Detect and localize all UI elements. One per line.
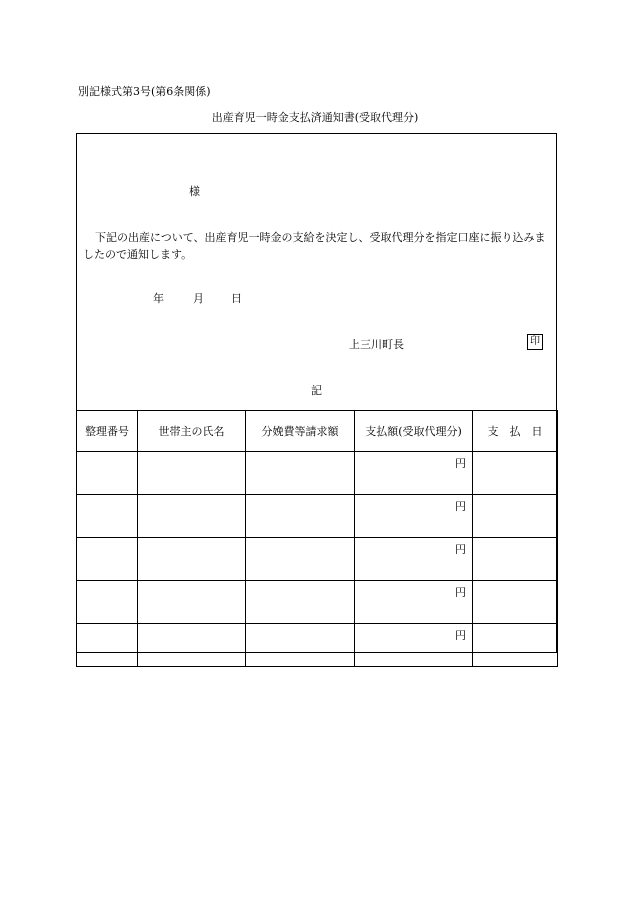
form-reference: 別記様式第3号(第6条関係) <box>78 85 211 98</box>
cell-paid-amount[interactable]: 円 <box>355 538 473 581</box>
table-row <box>77 581 558 624</box>
cell-householder-name[interactable] <box>138 452 246 495</box>
cell-claim-amount[interactable] <box>246 624 355 667</box>
cell-paid-amount[interactable]: 円 <box>355 495 473 538</box>
header-paid-amount: 支払額(受取代理分) <box>355 411 473 452</box>
header-householder-name: 世帯主の氏名 <box>138 411 246 452</box>
notice-frame <box>76 133 557 653</box>
cell-householder-name[interactable] <box>138 581 246 624</box>
cell-reference-number[interactable] <box>77 452 138 495</box>
cell-payment-date[interactable] <box>473 624 558 667</box>
document-title: 出産育児一時金支払済通知書(受取代理分) <box>211 111 419 124</box>
cell-payment-date[interactable] <box>473 538 558 581</box>
cell-householder-name[interactable] <box>138 495 246 538</box>
header-reference-number: 整理番号 <box>77 411 138 452</box>
date-line <box>153 290 242 306</box>
table-row <box>77 495 558 538</box>
cell-claim-amount[interactable] <box>246 452 355 495</box>
cell-paid-amount[interactable]: 円 <box>355 624 473 667</box>
cell-claim-amount[interactable] <box>246 538 355 581</box>
cell-reference-number[interactable] <box>77 538 138 581</box>
table-row <box>77 452 558 495</box>
cell-reference-number[interactable] <box>77 581 138 624</box>
cell-householder-name[interactable] <box>138 624 246 667</box>
cell-reference-number[interactable] <box>77 624 138 667</box>
cell-payment-date[interactable] <box>473 495 558 538</box>
notice-body-text: 下記の出産について、出産育児一時金の支給を決定し、受取代理分を指定口座に振り込みましたので通知します。 <box>83 231 546 261</box>
header-payment-date: 支 払 日 <box>473 411 558 452</box>
cell-paid-amount[interactable]: 円 <box>355 581 473 624</box>
addressee-suffix: 様 <box>189 185 200 198</box>
table-row <box>77 624 558 667</box>
cell-payment-date[interactable] <box>473 452 558 495</box>
payment-table <box>76 410 558 667</box>
date-day: 日 <box>231 292 242 305</box>
notice-body <box>83 229 553 263</box>
header-claim-amount: 分娩費等請求額 <box>246 411 355 452</box>
cell-reference-number[interactable] <box>77 495 138 538</box>
issuer-name: 上三川町長 <box>349 338 404 351</box>
table-row <box>77 538 558 581</box>
record-label: 記 <box>311 384 322 397</box>
cell-claim-amount[interactable] <box>246 495 355 538</box>
cell-paid-amount[interactable]: 円 <box>355 452 473 495</box>
cell-householder-name[interactable] <box>138 538 246 581</box>
date-year: 年 <box>153 292 164 305</box>
date-month: 月 <box>193 292 204 305</box>
seal-mark: 印 <box>527 334 543 350</box>
table-header-row <box>77 411 558 452</box>
cell-claim-amount[interactable] <box>246 581 355 624</box>
cell-payment-date[interactable] <box>473 581 558 624</box>
